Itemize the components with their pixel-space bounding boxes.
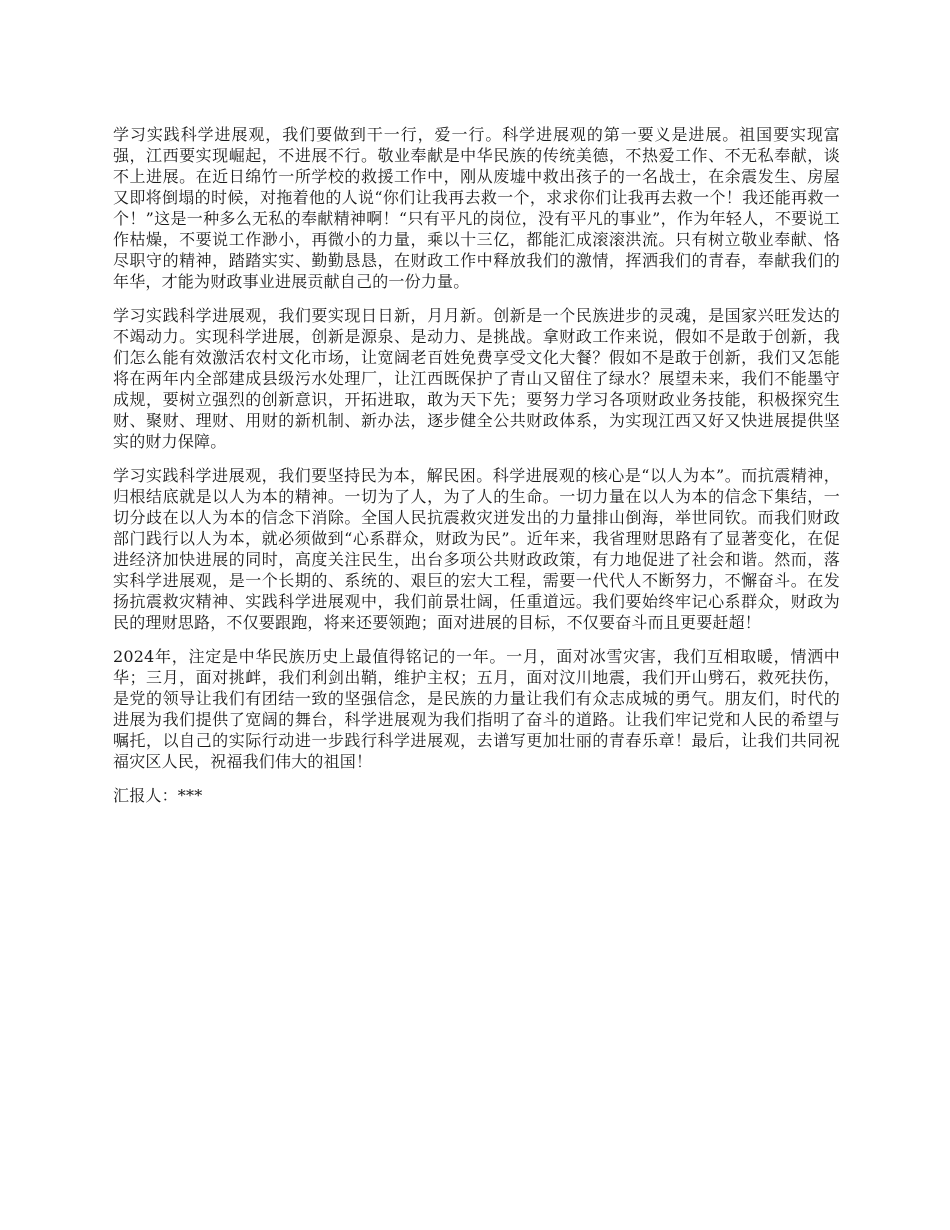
- document-body: [113, 124, 840, 819]
- paragraph-people-first: 学习实践科学进展观，我们要坚持民为本，解民困。科学进展观的核心是“以人为本”。而抗震精神，归根结底就是以人为本的精神。一切为了人，为了人的生命。一切力量在以人为本的信念下集结，一切分歧在以人为本的信念下消除。全国人民抗震救灾迸发出的力量排山倒海，举世同钦。而我们财政部门践行以人为本，就必须做到“心系群众，财政为民”。近年来，我省理财思路有了显著变化，在促进经济加快进展的同时，高度关注民生，出台多项公共财政政策，有力地促进了社会和谐。然而，落实科学进展观，是一个长期的、系统的、艰巨的宏大工程，需要一代代人不断努力，不懈奋斗。在发扬抗震救灾精神、实践科学进展观中，我们前景壮阔，任重道远。我们要始终牢记心系群众，财政为民的理财思路，不仅要跟跑，将来还要领跑；面对进展的目标，不仅要奋斗而且更要赶超！: [113, 466, 840, 632]
- paragraph-conclusion: 2024年，注定是中华民族历史上最值得铭记的一年。一月，面对冰雪灾害，我们互相取暖，情洒中华；三月，面对挑衅，我们利剑出鞘，维护主权；五月，面对汶川地震，我们开山劈石，救死扶伤，是党的领导让我们有团结一致的坚强信念，是民族的力量让我们有众志成城的勇气。朋友们，时代的进展为我们提供了宽阔的舞台，科学进展观为我们指明了奋斗的道路。让我们牢记党和人民的希望与嘱托，以自己的实际行动进一步践行科学进展观，去谱写更加壮丽的青春乐章！最后，让我们共同祝福灾区人民，祝福我们伟大的祖国！: [113, 647, 840, 771]
- reporter-signature: 汇报人：***: [113, 786, 203, 805]
- paragraph-dedication: 学习实践科学进展观，我们要做到干一行，爱一行。科学进展观的第一要义是进展。祖国要实现富强，江西要实现崛起，不进展不行。敬业奉献是中华民族的传统美德，不热爱工作、不无私奉献，谈不上进展。在近日绵竹一所学校的救援工作中，刚从废墟中救出孩子的一名战士，在余震发生、房屋又即将倒塌的时候，对拖着他的人说“你们让我再去救一个，求求你们让我再去救一个！我还能再救一个！”这是一种多么无私的奉献精神啊！“只有平凡的岗位，没有平凡的事业”，作为年轻人，不要说工作枯燥，不要说工作渺小，再微小的力量，乘以十三亿，都能汇成滚滚洪流。只有树立敬业奉献、恪尽职守的精神，踏踏实实、勤勤恳恳，在财政工作中释放我们的激情，挥洒我们的青春，奉献我们的年华，才能为财政事业进展贡献自己的一份力量。: [113, 125, 840, 291]
- paragraph-innovation: 学习实践科学进展观，我们要实现日日新，月月新。创新是一个民族进步的灵魂，是国家兴旺发达的不竭动力。实现科学进展，创新是源泉、是动力、是挑战。拿财政工作来说，假如不是敢于创新，我们怎么能有效激活农村文化市场，让宽阔老百姓免费享受文化大餐？假如不是敢于创新，我们又怎能将在两年内全部建成县级污水处理厂，让江西既保护了青山又留住了绿水？展望未来，我们不能墨守成规，要树立强烈的创新意识，开拓进取，敢为天下先；要努力学习各项财政业务技能，积极探究生财、聚财、理财、用财的新机制、新办法，逐步健全公共财政体系，为实现江西又好又快进展提供坚实的财力保障。: [113, 306, 840, 451]
